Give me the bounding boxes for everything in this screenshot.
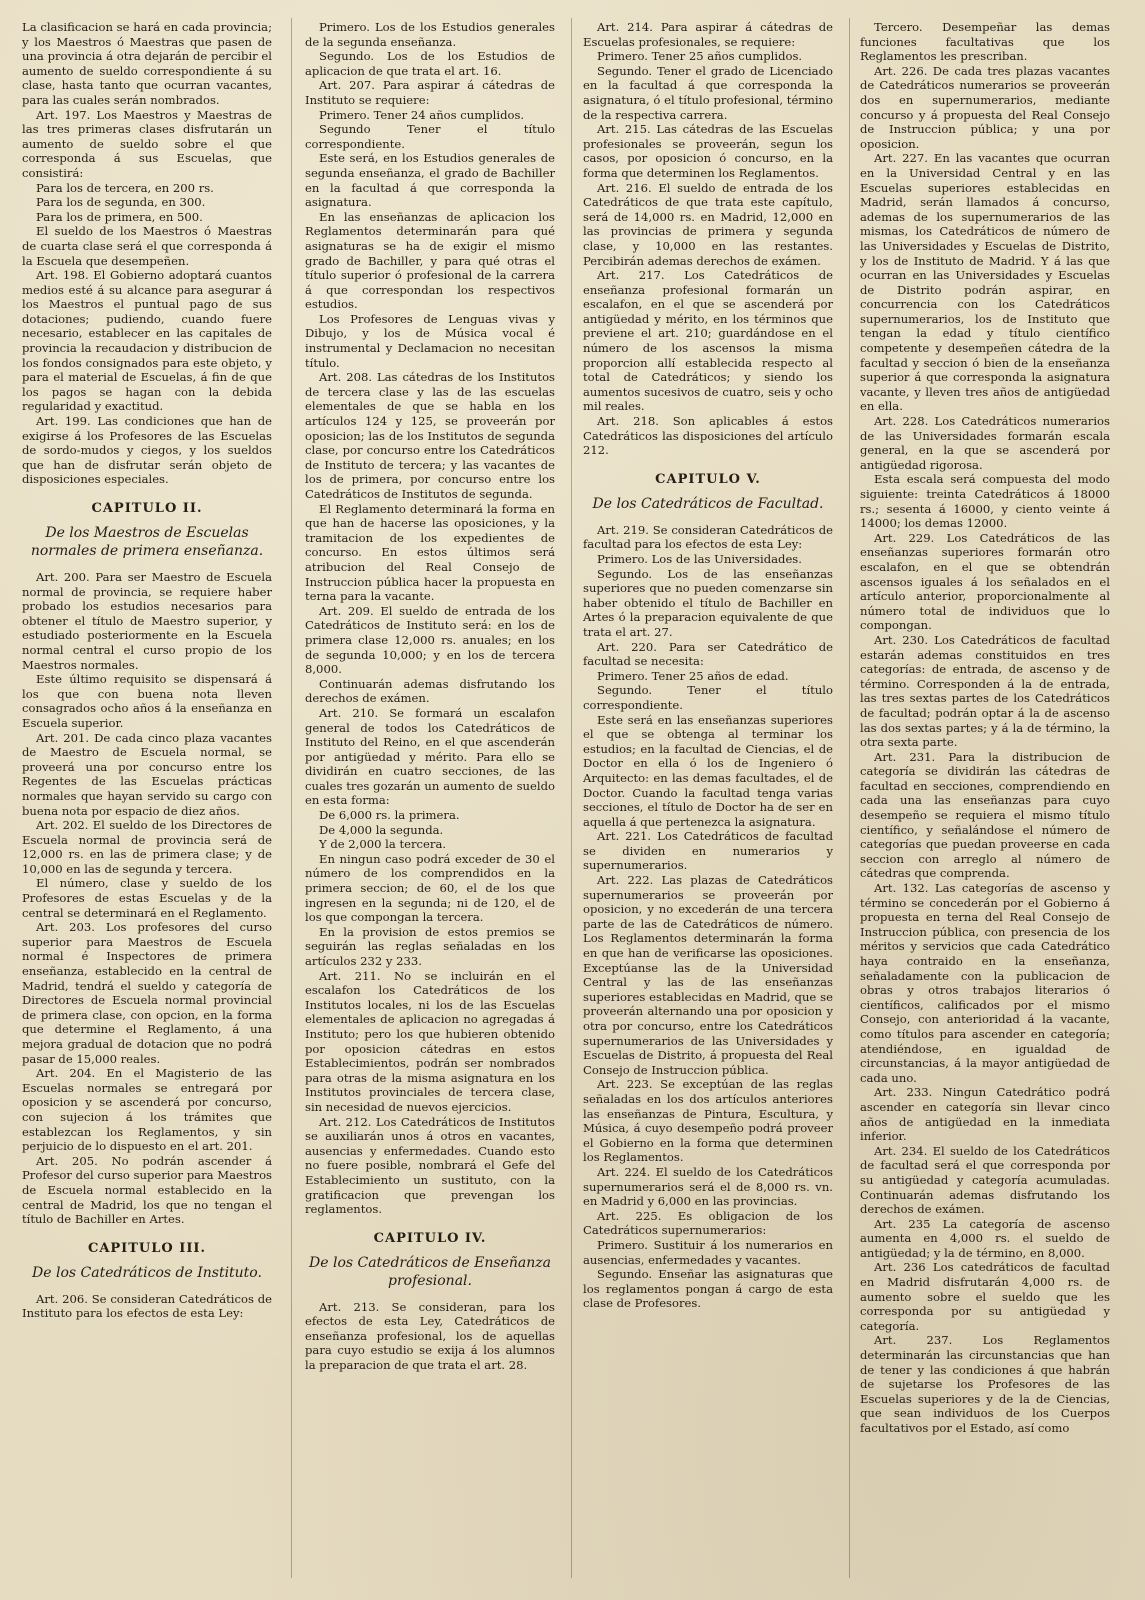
article-paragraph: La clasificacion se hará en cada provincia; y los Maestros ó Maestras que pasen de una provincia á otra dejarán de percibir el aumento de sueldo correspondiente á su clase, hasta tanto que ocurran vacantes, para las cuales serán nombrados. [22,20,272,107]
article-paragraph: Art. 221. Los Catedráticos de facultad se dividen en numerarios y supernumerarios. [583,829,833,873]
article-paragraph: Primero. Los de las Universidades. [597,552,802,566]
article-paragraph: Para los de tercera, en 200 rs. [36,180,214,195]
article-paragraph: Art. 230. Los Catedráticos de facultad estarán ademas constituidos en tres categorías: de entrada, de ascenso y de término. Corresponden á la de entrada, las tres sextas partes de los Catedráticos de facultad; podrán optar á la de ascenso las dos sextas partes; y á la de término, la otra sexta parte. [860,632,1110,750]
chapter-heading: CAPITULO IV. [373,1230,487,1246]
article-paragraph: Art. 203. Los profesores del curso superior para Maestros de Escuela normal é Inspectores de primera enseñanza, establecido en la central de Madrid, tendrá el sueldo y categoría de Directores de Escuela normal provincial de primera clase, con opcion, en la forma que determine el Reglamento, á una mejora gradual de dotacion que no podrá pasar de 15,000 reales. [22,920,272,1066]
article-paragraph: Art. 216. El sueldo de entrada de los Catedráticos de que trata este capítulo, será de 14,000 rs. en Madrid, 12,000 en las provincias de primera y segunda clase, y 10,000 en las restantes. Percibirán ademas derechos de exámen. [583,180,833,268]
column-rule [291,18,292,1578]
article-paragraph: Este último requisito se dispensará á los que con buena nota lleven consagrados ocho años á la enseñanza en Escuela superior. [22,672,272,730]
chapter-subtitle: De los Catedráticos de Enseñanza profesional. [309,1254,551,1289]
article-paragraph: Este será, en los Estudios generales de segunda enseñanza, el grado de Bachiller en la facultad á que corresponda la asignatura. [305,151,555,210]
article-paragraph: Para los de primera, en 500. [36,209,203,224]
article-paragraph: Art. 198. El Gobierno adoptará cuantos medios esté á su alcance para asegurar á los Maestros el puntual pago de sus dotaciones; pudiendo, cuando fuere necesario, establecer en las capitales de provincia la recaudacion y distribucion de los fondos consignados para este objeto, y para el material de Escuelas, á fin de que los pagos se hagan con la debida regularidad y exactitud. [22,268,272,414]
article-paragraph: En la provision de estos premios se seguirán las reglas señaladas en los artículos 232 y 233. [305,924,555,968]
article-paragraph: Art. 199. Las condiciones que han de exigirse á los Profesores de las Escuelas de sordo-mudos y ciegos, y los sueldos que han de disfrutar serán objeto de disposiciones especiales. [22,414,272,487]
chapter-heading: CAPITULO III. [87,1240,207,1256]
article-paragraph: Art. 223. Se exceptúan de las reglas señaladas en los dos artículos anteriores las enseñanzas de Pintura, Escultura, y Música, á cuyo desempeño podrá proveer el Gobierno en la forma que determinen los Reglamentos. [583,1077,833,1165]
article-paragraph: Art. 218. Son aplicables á estos Catedráticos las disposiciones del artículo 212. [583,414,833,458]
article-paragraph: De 4,000 la segunda. [319,822,444,837]
chapter-subtitle: De los Catedráticos de Facultad. [592,495,824,512]
article-paragraph: Art. 229. Los Catedráticos de las enseñanzas superiores formarán otro escalafon, en el que se obtendrán ascensos iguales á los señalados en el artículo anterior, proporcionalmente al número total de individuos que lo compongan. [860,530,1110,633]
article-paragraph: Art. 200. Para ser Maestro de Escuela normal de provincia, se requiere haber probado los estudios necesarios para obtener el título de Maestro superior, y estudiado posteriormente en la Escuela normal central el curso propio de los Maestros normales. [22,570,272,672]
article-paragraph: El Reglamento determinará la forma en que han de hacerse las oposiciones, y la tramitacion de los expedientes de concurso. En estos últimos será atribucion del Real Consejo de Instruccion pública hacer la propuesta en terna para la vacante. [305,501,555,604]
article-paragraph: Art. 197. Los Maestros y Maestras de las tres primeras clases disfrutarán un aumento de sueldo sobre el que corresponda á sus Escuelas, que consistirá: [22,107,272,180]
article-paragraph: Art. 211. No se incluirán en el escalafon los Catedráticos de los Institutos locales, ni los de las Escuelas elementales de aplicacion no agregadas á Instituto; pero los que hubieren obtenido por oposicion cátedras en estos Establecimientos, podrán ser nombrados para otras de la misma asignatura en los Institutos provinciales de tercera clase, sin necesidad de nuevos ejercicios. [305,968,555,1114]
article-paragraph: Segundo Tener el título correspondiente. [305,122,555,151]
article-paragraph: Esta escala será compuesta del modo siguiente: treinta Catedráticos á 18000 rs.; sesenta á 16000, y ciento veinte á 14000; los demas 12000. [860,472,1110,531]
article-paragraph: El sueldo de los Maestros ó Maestras de cuarta clase será el que corresponda á la Escuela que desempeñen. [22,224,272,268]
article-paragraph: Art. 228. Los Catedráticos numerarios de las Universidades formarán escala general, en la que se ascenderá por antigüedad rigorosa. [860,414,1110,472]
article-paragraph: Art. 234. El sueldo de los Catedráticos de facultad será el que corresponda por su antigüedad y categoría acumuladas. Continuarán ademas disfrutando los derechos de exámen. [860,1143,1110,1217]
text-column-2 [305,20,555,1590]
article-paragraph: Primero. Sustituir á los numerarios en ausencias, enfermedades y vacantes. [583,1237,833,1267]
article-paragraph: Art. 132. Las categorías de ascenso y término se concederán por el Gobierno á propuesta en terna del Real Consejo de Instruccion pública, con presencia de los méritos y servicios que cada Catedrático haya contraido en la enseñanza, señaladamente con la publicacion de obras y otros trabajos literarios ó científicos, calificados por el mismo Consejo, con anterioridad á la vacante, como títulos para ascender en categoría; atendiéndose, en igualdad de circunstancias, á la mayor antigüedad de cada uno. [860,881,1110,1085]
column-rule [849,18,850,1578]
article-paragraph: Art. 237. Los Reglamentos determinarán las circunstancias que han de tener y las condiciones á que habrán de sujetarse los Profesores de las Escuelas superiores y de la de Ciencias, que sean individuos de los Cuerpos facultativos por el Estado, así como [860,1333,1110,1435]
article-paragraph: Art. 224. El sueldo de los Catedráticos supernumerarios será el de 8,000 rs. vn. en Madrid y 6,000 en las provincias. [583,1164,833,1209]
article-paragraph: Art. 210. Se formará un escalafon general de todos los Catedráticos de Instituto del Reino, en el que ascenderán por antigüedad y mérito. Para ello se dividirán en cuatro secciones, de las cuales tres gozarán un aumento de sueldo en esta forma: [305,705,555,808]
article-paragraph: Este será en las enseñanzas superiores el que se obtenga al terminar los estudios; en la facultad de Ciencias, el de Doctor en ella ó los de Ingeniero ó Arquitecto: en las demas facultades, el de Doctor. Cuando la facultad tenga varias secciones, el título de Doctor ha de ser en aquella á que pertenezca la asignatura. [583,712,833,829]
text-column-4 [860,20,1110,1590]
article-paragraph: Continuarán ademas disfrutando los derechos de exámen. [305,676,555,706]
chapter-heading: CAPITULO V. [655,471,761,487]
article-paragraph: Art. 222. Las plazas de Catedráticos supernumerarios se proveerán por oposicion, y no excederán de una tercera parte de las de Catedráticos de número. Los Reglamentos determinarán la forma en que han de verificarse las oposiciones. Exceptúanse las de la Universidad Central y las de las enseñanzas superiores establecidas en Madrid, que se proveerán alternando una por oposicion y otra por concurso, entre los Catedráticos supernumerarios de las Universidades y Escuelas de Distrito, á propuesta del Real Consejo de Instruccion pública. [583,873,833,1077]
article-paragraph: En ningun caso podrá exceder de 30 el número de los comprendidos en la primera seccion; de 60, el de los que ingresen en la segunda; ni de 120, el de los que compongan la tercera. [305,851,555,925]
article-paragraph: Art. 219. Se consideran Catedráticos de facultad para los efectos de esta Ley: [583,522,833,552]
article-paragraph: Art. 204. En el Magisterio de las Escuelas normales se entregará por oposicion y se ascenderá por concurso, con sujecion á los trámites que establezcan los Reglamentos, y sin perjuicio de lo dispuesto en el art. 201. [22,1066,272,1154]
article-paragraph: Art. 214. Para aspirar á cátedras de Escuelas profesionales, se requiere: [583,20,833,49]
article-paragraph: Segundo. Enseñar las asignaturas que los reglamentos pongan á cargo de esta clase de Profesores. [583,1267,833,1311]
article-paragraph: Art. 227. En las vacantes que ocurran en la Universidad Central y en las Escuelas superiores establecidas en Madrid, serán llamados á concurso, ademas de los supernumerarios de las mismas, los Catedráticos de número de las Universidades y Escuelas de Distrito, y los de Instituto de Madrid. Y á las que ocurran en las Universidades y Escuelas de Distrito podrán aspirar, en concurrencia con los Catedráticos supernumerarios, los de Instituto que tengan la edad y título científico competente y desempeñen cátedra de la facultad y seccion ó bien de la enseñanza superior á que corresponda la asignatura vacante, y lleven tres años de antigüedad en ella. [860,151,1110,414]
article-paragraph: Primero. Tener 25 años de edad. [597,668,789,683]
article-paragraph: Art. 220. Para ser Catedrático de facultad se necesita: [583,639,833,669]
chapter-heading: CAPITULO II. [91,501,203,516]
article-paragraph: En las enseñanzas de aplicacion los Reglamentos determinarán para qué asignaturas se ha de exigir el mismo grado de Bachiller, y para qué otras el título superior ó profesional de la carrera á que correspondan los respectivos estudios. [305,209,555,312]
article-paragraph: Art. 217. Los Catedráticos de enseñanza profesional formarán un escalafon, en el que se ascenderá por antigüedad y mérito, en los términos que previene el art. 210; guardándose en el número de los ascensos la misma proporcion allí establecida respecto al total de Catedráticos; y siendo los aumentos sucesivos de cuatro, seis y ocho mil reales. [583,268,833,414]
article-paragraph: Segundo. Los de los Estudios de aplicacion de que trata el art. 16. [305,49,555,78]
article-paragraph: Art. 201. De cada cinco plaza vacantes de Maestro de Escuela normal, se proveerá una por concurso entre los Regentes de las Escuelas prácticas normales que hayan servido su cargo con buena nota por espacio de diez años. [22,730,272,818]
article-paragraph: Art. 209. El sueldo de entrada de los Catedráticos de Instituto será: en los de primera clase 12,000 rs. anuales; en los de segunda 10,000; y en los de tercera 8,000. [305,603,555,677]
text-column-3 [583,20,833,1590]
article-paragraph: El número, clase y sueldo de los Profesores de estas Escuelas y de la central se determinará en el Reglamento. [22,876,272,920]
article-paragraph: Primero. Tener 24 años cumplidos. [319,107,525,122]
article-paragraph: Segundo. Tener el título correspondiente. [583,683,833,712]
article-paragraph: Art. 235 La categoría de ascenso aumenta en 4,000 rs. el sueldo de antigüedad; y la de término, en 8,000. [860,1216,1110,1260]
article-paragraph: Art. 212. Los Catedráticos de Institutos se auxiliarán unos á otros en vacantes, ausencias y enfermedades. Cuando esto no fuere posible, nombrará el Gefe del Establecimiento un sustituto, con la gratificacion que prevengan los reglamentos. [305,1114,555,1217]
chapter-subtitle: De los Catedráticos de Instituto. [32,1264,262,1281]
article-paragraph: Art. 233. Ningun Catedrático podrá ascender en categoría sin llevar cinco años de antigüedad en la inmediata inferior. [860,1085,1110,1144]
article-paragraph: Art. 236 Los catedráticos de facultad en Madrid disfrutarán 4,000 rs. de aumento sobre el sueldo que les corresponda por su antigüedad y categoría. [860,1260,1110,1333]
article-paragraph: Art. 208. Las cátedras de los Institutos de tercera clase y las de las escuelas elementales de que se habla en los artículos 124 y 125, se proveerán por oposicion; las de los Institutos de segunda clase, por concurso entre los Catedráticos de Instituto de tercera; y las vacantes de los de primera, por concurso entre los Catedráticos de Institutos de segunda. [305,370,555,501]
article-paragraph: Segundo. Tener el grado de Licenciado en la facultad á que corresponda la asignatura, ó el título profesional, término de la respectiva carrera. [583,63,833,122]
article-paragraph: Primero. Los de los Estudios generales de la segunda enseñanza. [305,20,555,49]
article-paragraph: Segundo. Los de las enseñanzas superiores que no pueden comenzarse sin haber obtenido el título de Bachiller en Artes ó la preparacion equivalente de que trata el art. 27. [583,566,833,639]
article-paragraph: De 6,000 rs. la primera. [319,808,460,823]
article-paragraph: Art. 225. Es obligacion de los Catedráticos supernumerarios: [583,1208,833,1238]
article-paragraph: Los Profesores de Lenguas vivas y Dibujo, y los de Música vocal é instrumental y Declamacion no necesitan título. [305,311,555,370]
article-paragraph: Art. 207. Para aspirar á cátedras de Instituto se requiere: [305,78,555,107]
article-paragraph: Art. 215. Las cátedras de las Escuelas profesionales se proveerán, segun los casos, por oposicion ó concurso, en la forma que determinen los Reglamentos. [583,122,833,180]
article-paragraph: Art. 231. Para la distribucion de categoría se dividirán las cátedras de facultad en secciones, comprendiendo en cada una las enseñanzas para cuyo desempeño se requiera el mismo título científico, y señalándose el número de categorías que puedan proveerse en cada seccion con arreglo al número de cátedras que comprenda. [860,749,1110,881]
article-paragraph: Para los de segunda, en 300. [36,195,206,210]
article-paragraph: Primero. Tener 25 años cumplidos. [597,49,803,64]
text-column-1 [22,20,272,1590]
article-paragraph: Y de 2,000 la tercera. [319,837,447,852]
column-rule [571,18,572,1578]
chapter-subtitle: De los Maestros de Escuelas normales de primera enseñanza. [30,525,264,559]
article-paragraph: Art. 202. El sueldo de los Directores de Escuela normal de provincia será de 12,000 rs. en las de primera clase; y de 10,000 en las de segunda y tercera. [22,818,272,876]
article-paragraph: Art. 226. De cada tres plazas vacantes de Catedráticos numerarios se proveerán dos en supernumerarios, mediante concurso y á propuesta del Real Consejo de Instruccion pública; y una por oposicion. [860,63,1110,151]
article-paragraph: Tercero. Desempeñar las demas funciones facultativas que los Reglamentos les prescriban. [860,20,1110,64]
article-paragraph: Art. 213. Se consideran, para los efectos de esta Ley, Catedráticos de enseñanza profesional, los de aquellas para cuyo estudio se exija á los alumnos la preparacion de que trata el art. 28. [305,1299,555,1373]
article-paragraph: Art. 205. No podrán ascender á Profesor del curso superior para Maestros de Escuela normal establecido en la central de Madrid, los que no tengan el título de Bachiller en Artes. [22,1153,272,1227]
article-paragraph: Art. 206. Se consideran Catedráticos de Instituto para los efectos de esta Ley: [22,1291,272,1321]
